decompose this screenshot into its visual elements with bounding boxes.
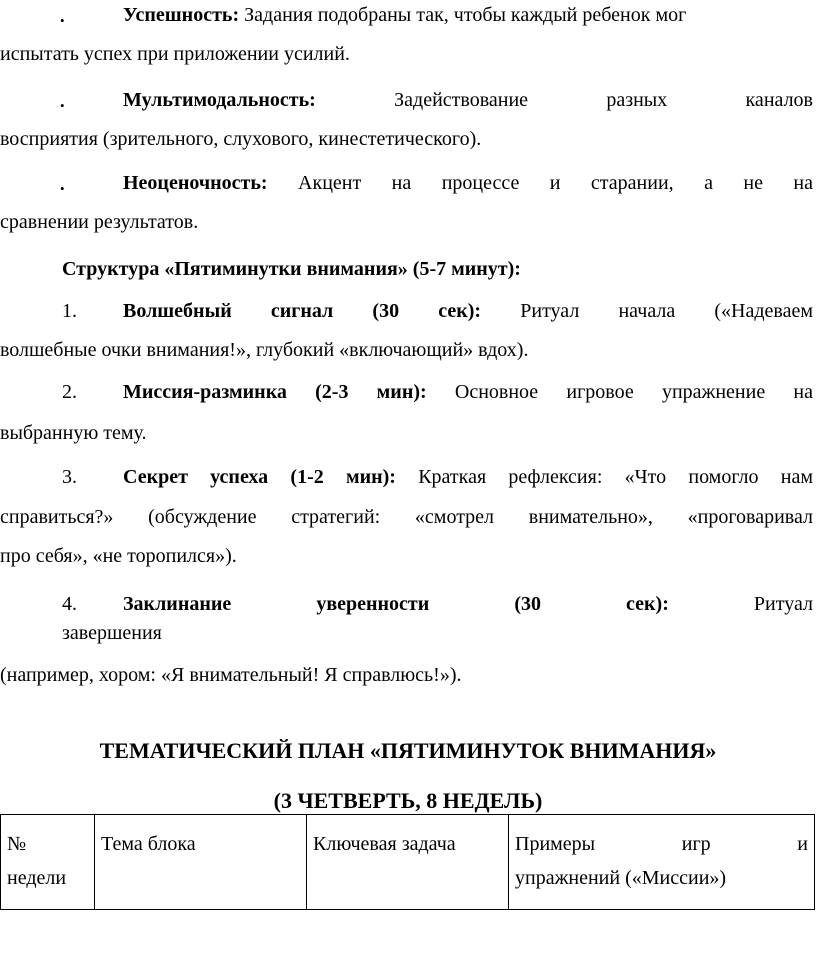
- col-key-task: [307, 815, 509, 910]
- principle-continuation: восприятия (зрительного, слухового, кинестетического).: [0, 128, 482, 150]
- principle-label: Мультимодальность:: [123, 89, 316, 111]
- step-number: 3.: [62, 466, 77, 488]
- step-continuation: про себя», «не торопился»).: [0, 545, 237, 567]
- step-warmup: [123, 381, 813, 404]
- principle-label: Неоценочность:: [123, 172, 268, 194]
- step-text: Ритуал начала («Надеваем: [520, 300, 814, 322]
- bullet-icon: •: [60, 13, 65, 28]
- principle-label: Успешность:: [123, 4, 240, 26]
- col-game-examples: [509, 815, 815, 910]
- structure-heading: Структура «Пятиминутки внимания» (5-7 минут):: [62, 258, 521, 280]
- step-number: 2.: [62, 381, 77, 403]
- bullet-icon: •: [60, 98, 65, 113]
- plan-table: [0, 814, 815, 910]
- step-continuation: справиться?» (обсуждение стратегий: «смотрел внимательно», «проговаривал: [0, 506, 813, 528]
- step-continuation: выбранную тему.: [0, 422, 147, 444]
- header-line: упражнений («Миссии»): [515, 867, 727, 889]
- principle-non-evaluation: [123, 172, 813, 195]
- plan-subtitle: (3 ЧЕТВЕРТЬ, 8 НЕДЕЛЬ): [273, 788, 543, 813]
- step-label: Миссия-разминка (2-3 мин):: [123, 381, 427, 403]
- col-week-number: [1, 815, 95, 910]
- step-success-secret: [123, 466, 813, 489]
- step-magic-signal: [123, 300, 813, 323]
- step-continuation: волшебные очки внимания!», глубокий «включающий» вдох).: [0, 339, 529, 361]
- step-text: Основное игровое упражнение на: [454, 381, 813, 403]
- header-line: Примеры игр и: [515, 833, 808, 855]
- principle-multimodality: [123, 89, 813, 112]
- principle-continuation: испытать успех при приложении усилий.: [0, 43, 350, 65]
- principle-continuation: сравнении результатов.: [0, 211, 199, 233]
- principle-text: Задействование разных каналов: [394, 89, 813, 111]
- header-line: Ключевая задача: [313, 833, 456, 855]
- step-number: 1.: [62, 300, 77, 322]
- step-label: Заклинание уверенности (30 сек):: [123, 593, 669, 615]
- step-text: Краткая рефлексия: «Что помогло нам: [418, 466, 813, 488]
- plan-title: ТЕМАТИЧЕСКИЙ ПЛАН «ПЯТИМИНУТОК ВНИМАНИЯ»: [99, 738, 717, 763]
- step-continuation: (например, хором: «Я внимательный! Я справлюсь!»).: [0, 664, 462, 686]
- col-block-theme: [95, 815, 307, 910]
- principle-text: Задания подобраны так, чтобы каждый ребенок мог: [244, 4, 687, 26]
- step-confidence-spell: [123, 593, 813, 616]
- table-header-row: [1, 815, 815, 910]
- principle-text: Акцент на процессе и старании, а не на: [298, 172, 814, 194]
- bullet-icon: •: [60, 181, 65, 196]
- header-line: Тема блока: [101, 833, 196, 855]
- step-number: 4.: [62, 593, 77, 615]
- step-label: Секрет успеха (1-2 мин):: [123, 466, 396, 488]
- principle-success: [123, 4, 686, 27]
- step-label: Волшебный сигнал (30 сек):: [123, 300, 482, 322]
- step-text: Ритуал: [753, 593, 813, 615]
- step-continuation: завершения: [62, 622, 162, 644]
- header-line: недели: [7, 867, 67, 889]
- header-line: №: [7, 833, 27, 855]
